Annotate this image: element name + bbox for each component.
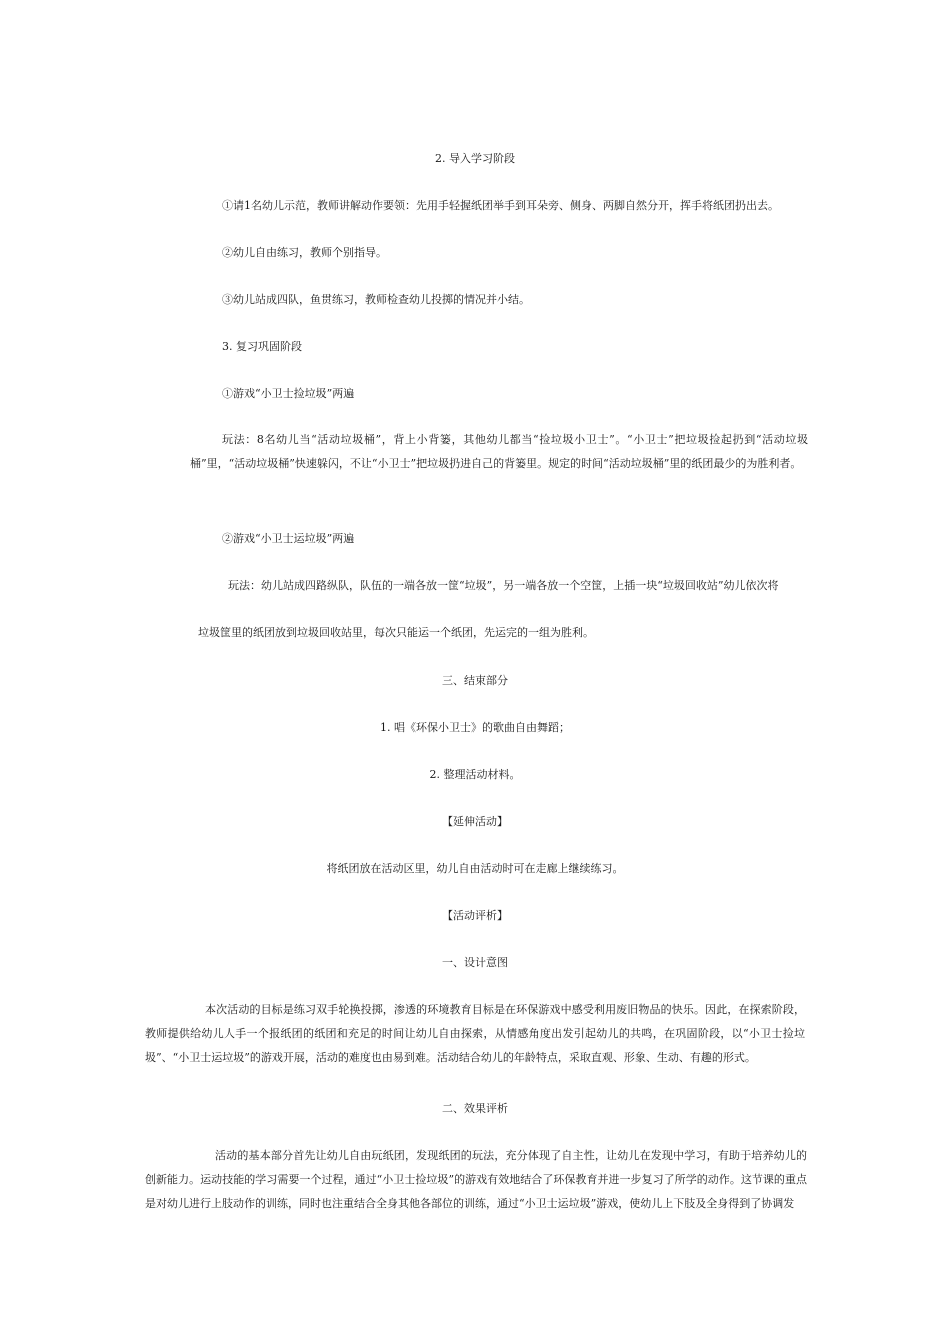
game-1-rules: 玩法：8名幼儿当“活动垃圾桶”，背上小背篓，其他幼儿都当“捡垃圾小卫士”。“小卫士”把垃圾捡起扔到“活动垃圾桶”里，“活动垃圾桶”快速躲闪，不让“小卫士”把垃圾扔进自己的背篓里。规定的时间“活动垃圾桶”里的纸团最少的为胜利者。: [190, 433, 808, 470]
step-2-text: ②幼儿自由练习，教师个别指导。: [222, 246, 387, 259]
section-3-heading: 3. 复习巩固阶段: [222, 340, 302, 353]
effect-text: 活动的基本部分首先让幼儿自由玩纸团，发现纸团的玩法，充分体现了自主性，让幼儿在发现中学习，有助于培养幼儿的创新能力。运动技能的学习需要一个过程，通过“小卫士捡垃圾”的游戏有效地结合了环保教育并进一步复习了所学的动作。这节课的重点是对幼儿进行上肢动作的训练，同时也注重结合全身其他各部位的训练，通过“小卫士运垃圾”游戏，使幼儿上下肢及全身得到了协调发: [145, 1149, 807, 1210]
game-2-rules-line-2: 垃圾筐里的纸团放到垃圾回收站里，每次只能运一个纸团，先运完的一组为胜利。: [198, 626, 594, 639]
extension-heading: 【延伸活动】: [442, 815, 508, 828]
section-2-heading: 2. 导入学习阶段: [435, 152, 515, 165]
game-1-title: ①游戏“小卫士捡垃圾”两遍: [222, 387, 355, 400]
design-heading: 一、设计意图: [442, 956, 508, 969]
step-1-text: ①请1名幼儿示范，教师讲解动作要领：先用手轻握纸团举手到耳朵旁、侧身、两脚自然分开，挥手将纸团扔出去。: [222, 199, 779, 212]
step-3-text: ③幼儿站成四队，鱼贯练习，教师检查幼儿投掷的情况并小结。: [222, 293, 530, 306]
design-text: 本次活动的目标是练习双手轮换投掷，渗透的环境教育目标是在环保游戏中感受利用废旧物品的快乐。因此，在探索阶段，教师提供给幼儿人手一个报纸团的纸团和充足的时间让幼儿自由探索，从情感角度出发引起幼儿的共鸣，在巩固阶段，以“小卫士捡垃圾”、“小卫士运垃圾”的游戏开展，活动的难度也由易到难。活动结合幼儿的年龄特点，采取直观、形象、生动、有趣的形式。: [145, 1003, 805, 1064]
effect-heading: 二、效果评析: [442, 1102, 508, 1115]
ending-heading: 三、结束部分: [442, 674, 508, 687]
evaluation-heading: 【活动评析】: [442, 909, 508, 922]
ending-item-1: 1. 唱《环保小卫士》的歌曲自由舞蹈；: [380, 721, 570, 734]
game-2-title: ②游戏“小卫士运垃圾”两遍: [222, 532, 355, 545]
extension-text: 将纸团放在活动区里，幼儿自由活动时可在走廊上继续练习。: [326, 862, 624, 875]
ending-item-2: 2. 整理活动材料。: [429, 768, 521, 781]
game-2-rules-line-1: 玩法：幼儿站成四路纵队，队伍的一端各放一筐“垃圾”，另一端各放一个空筐，上插一块“垃圾回收站”幼儿依次将: [228, 579, 779, 592]
